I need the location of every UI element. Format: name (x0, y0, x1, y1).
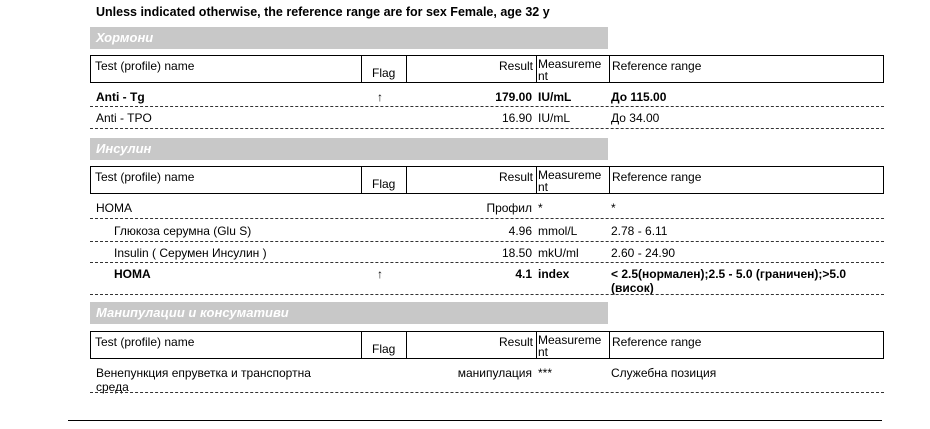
col-unit: Measureme (538, 168, 602, 182)
unit: * (538, 201, 543, 215)
ref-range: 2.78 - 6.11 (611, 224, 668, 238)
result-value: 4.96 (508, 224, 532, 238)
result-value: 18.50 (501, 246, 532, 260)
col-result: Result (498, 59, 533, 73)
reference-note: Unless indicated otherwise, the reference range are for sex Female, age 32 y (96, 5, 550, 19)
unit: mmol/L (538, 224, 578, 238)
unit: mkU/ml (538, 246, 579, 260)
col-name: Test (profile) name (95, 170, 195, 184)
col-unit: Measureme (538, 333, 602, 347)
ref-range: Служебна позиция (611, 366, 717, 380)
col-ref: Reference range (612, 335, 702, 349)
ref-range-2: (висок) (611, 281, 654, 295)
col-result: Result (498, 170, 533, 184)
test-name: Anti - TPO (96, 111, 152, 125)
test-name: Insulin ( Серумен Инсулин ) (114, 246, 267, 260)
test-name: Глюкоза серумна (Glu S) (114, 224, 252, 238)
table-header (90, 55, 884, 83)
test-name-2: среда (96, 380, 129, 394)
col-unit-2: nt (538, 345, 549, 359)
table-header (90, 166, 884, 194)
unit: *** (538, 366, 553, 380)
test-name: HOMA (96, 201, 132, 215)
col-flag: Flag (372, 66, 396, 80)
test-name: HOMA (114, 267, 151, 281)
result-value: 4.1 (515, 267, 532, 281)
ref-range: * (611, 201, 616, 215)
col-result: Result (498, 335, 533, 349)
section-header-manipulations (90, 302, 608, 324)
result-value: Профил (486, 201, 532, 215)
col-unit-2: nt (538, 69, 549, 83)
col-flag: Flag (372, 342, 396, 356)
col-name: Test (profile) name (95, 59, 195, 73)
section-header-insulin (90, 138, 608, 160)
col-unit: Measureme (538, 57, 602, 71)
unit: IU/mL (538, 90, 572, 104)
col-unit-2: nt (538, 180, 549, 194)
section-title: Манипулации и консумативи (96, 305, 289, 320)
col-name: Test (profile) name (95, 335, 195, 349)
section-header-hormones (90, 27, 608, 49)
section-title: Хормони (96, 30, 154, 45)
col-flag: Flag (372, 177, 396, 191)
test-name: Anti - Tg (96, 90, 145, 104)
flag-arrow: ↑ (377, 90, 383, 104)
ref-range: До 115.00 (611, 90, 667, 104)
ref-range: < 2.5(нормален);2.5 - 5.0 (граничен);>5.0 (611, 267, 847, 281)
col-ref: Reference range (612, 170, 702, 184)
result-value: 16.90 (501, 111, 532, 125)
table-header (90, 331, 884, 359)
footer-rule (68, 420, 882, 421)
ref-range: 2.60 - 24.90 (611, 246, 676, 260)
flag-arrow: ↑ (377, 267, 383, 281)
unit: IU/mL (538, 111, 571, 125)
result-value: 179.00 (495, 90, 532, 104)
result-value: манипулация (457, 366, 532, 380)
ref-range: До 34.00 (611, 111, 660, 125)
col-ref: Reference range (612, 59, 702, 73)
unit: index (538, 267, 570, 281)
test-name: Венепункция епруветка и транспортна (96, 366, 311, 380)
section-title: Инсулин (96, 141, 152, 156)
